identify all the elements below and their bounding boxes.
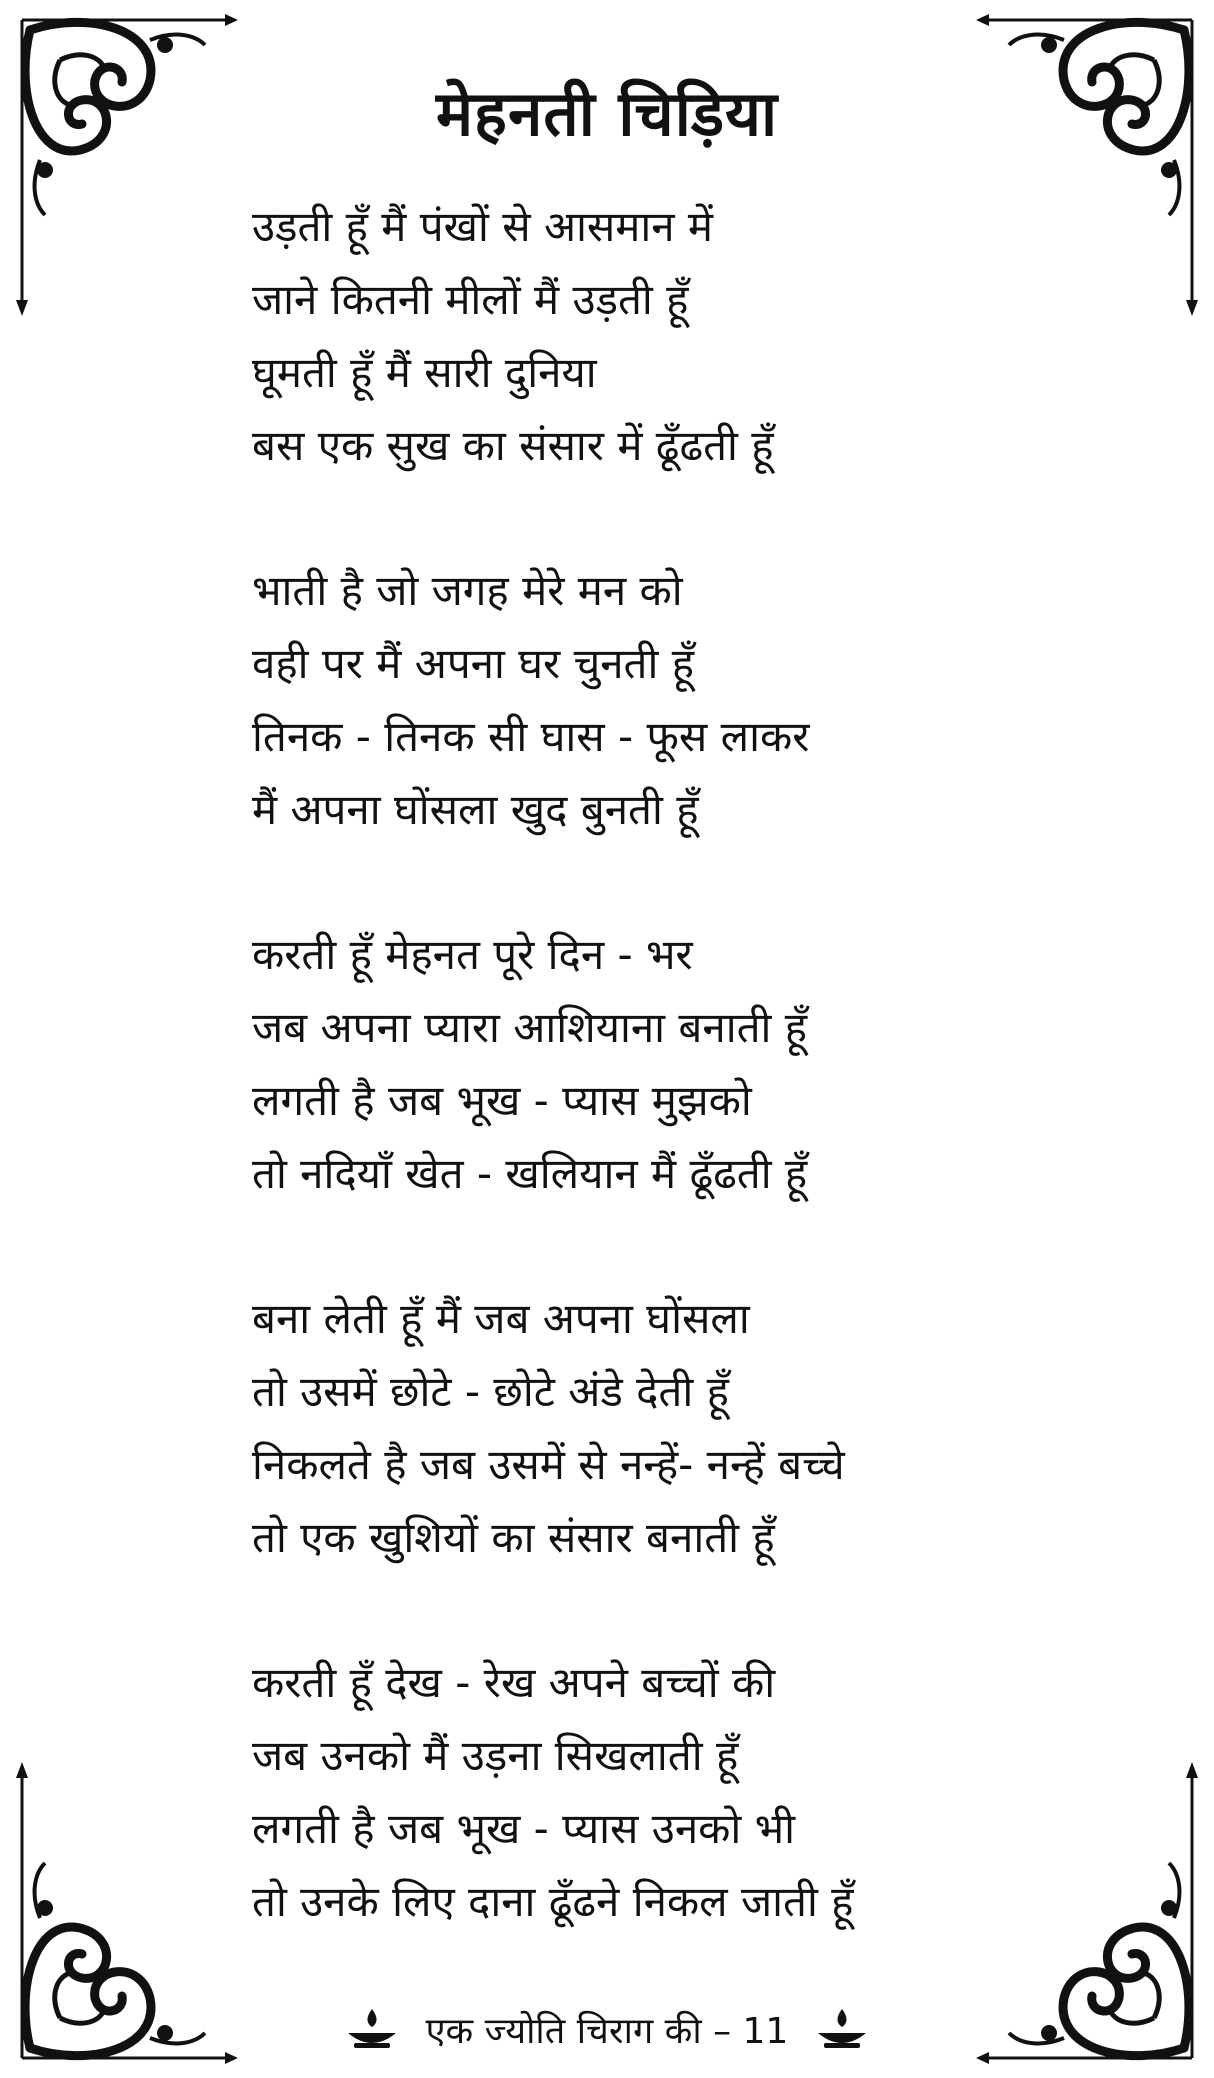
stanza [252, 918, 1052, 1210]
footer-text: एक ज्योति चिराग की – 11 [425, 2010, 789, 2052]
poem-line: भाती है जो जगह मेरे मन को [252, 566, 683, 615]
stanza [252, 554, 1052, 846]
stanza [252, 190, 1052, 482]
poem-line: वही पर मैं अपना घर चुनती हूँ [252, 639, 695, 688]
corner-ornament-top-left [0, 0, 240, 320]
poem-line: जब उनको मैं उड़ना सिखलाती हूँ [252, 1731, 739, 1780]
diya-lamp-icon [344, 2007, 400, 2051]
stanza [252, 1646, 1052, 1938]
poem-line: तो एक खुशियों का संसार बनाती हूँ [252, 1513, 775, 1562]
poem-line: लगती है जब भूख - प्यास मुझको [252, 1076, 752, 1125]
poem-line: घूमती हूँ मैं सारी दुनिया [252, 348, 597, 397]
poem-line: मैं अपना घोंसला खुद बुनती हूँ [252, 785, 699, 834]
poem-line: जाने कितनी मीलों मैं उड़ती हूँ [252, 275, 689, 324]
stanza [252, 1282, 1052, 1574]
poem-line: तो नदियाँ खेत - खलियान मैं ढूँढती हूँ [252, 1149, 808, 1198]
poem-line: लगती है जब भूख - प्यास उनको भी [252, 1804, 796, 1853]
poem-body [252, 190, 1052, 2010]
poem-line: उड़ती हूँ मैं पंखों से आसमान में [252, 202, 714, 251]
poem-line: निकलते है जब उसमें से नन्हें- नन्हें बच्चे [252, 1440, 845, 1489]
poem-line: बस एक सुख का संसार में ढूँढती हूँ [252, 421, 774, 470]
poem-line: बना लेती हूँ मैं जब अपना घोंसला [252, 1294, 750, 1343]
poem-title: मेहनती चिड़िया [435, 77, 779, 150]
poem-line: तो उनके लिए दाना ढूँढने निकल जाती हूँ [252, 1877, 854, 1926]
poem-line: तो उसमें छोटे - छोटे अंडे देती हूँ [252, 1367, 729, 1416]
poem-line: करती हूँ देख - रेख अपने बच्चों की [252, 1658, 776, 1707]
flourish-icon [0, 0, 240, 320]
diya-lamp-icon [814, 2007, 870, 2051]
poem-line: करती हूँ मेहनत पूरे दिन - भर [252, 930, 693, 979]
page-footer [0, 1994, 1214, 2064]
poem-line: जब अपना प्यारा आशियाना बनाती हूँ [252, 1003, 808, 1052]
poem-line: तिनक - तिनक सी घास - फूस लाकर [252, 712, 810, 761]
